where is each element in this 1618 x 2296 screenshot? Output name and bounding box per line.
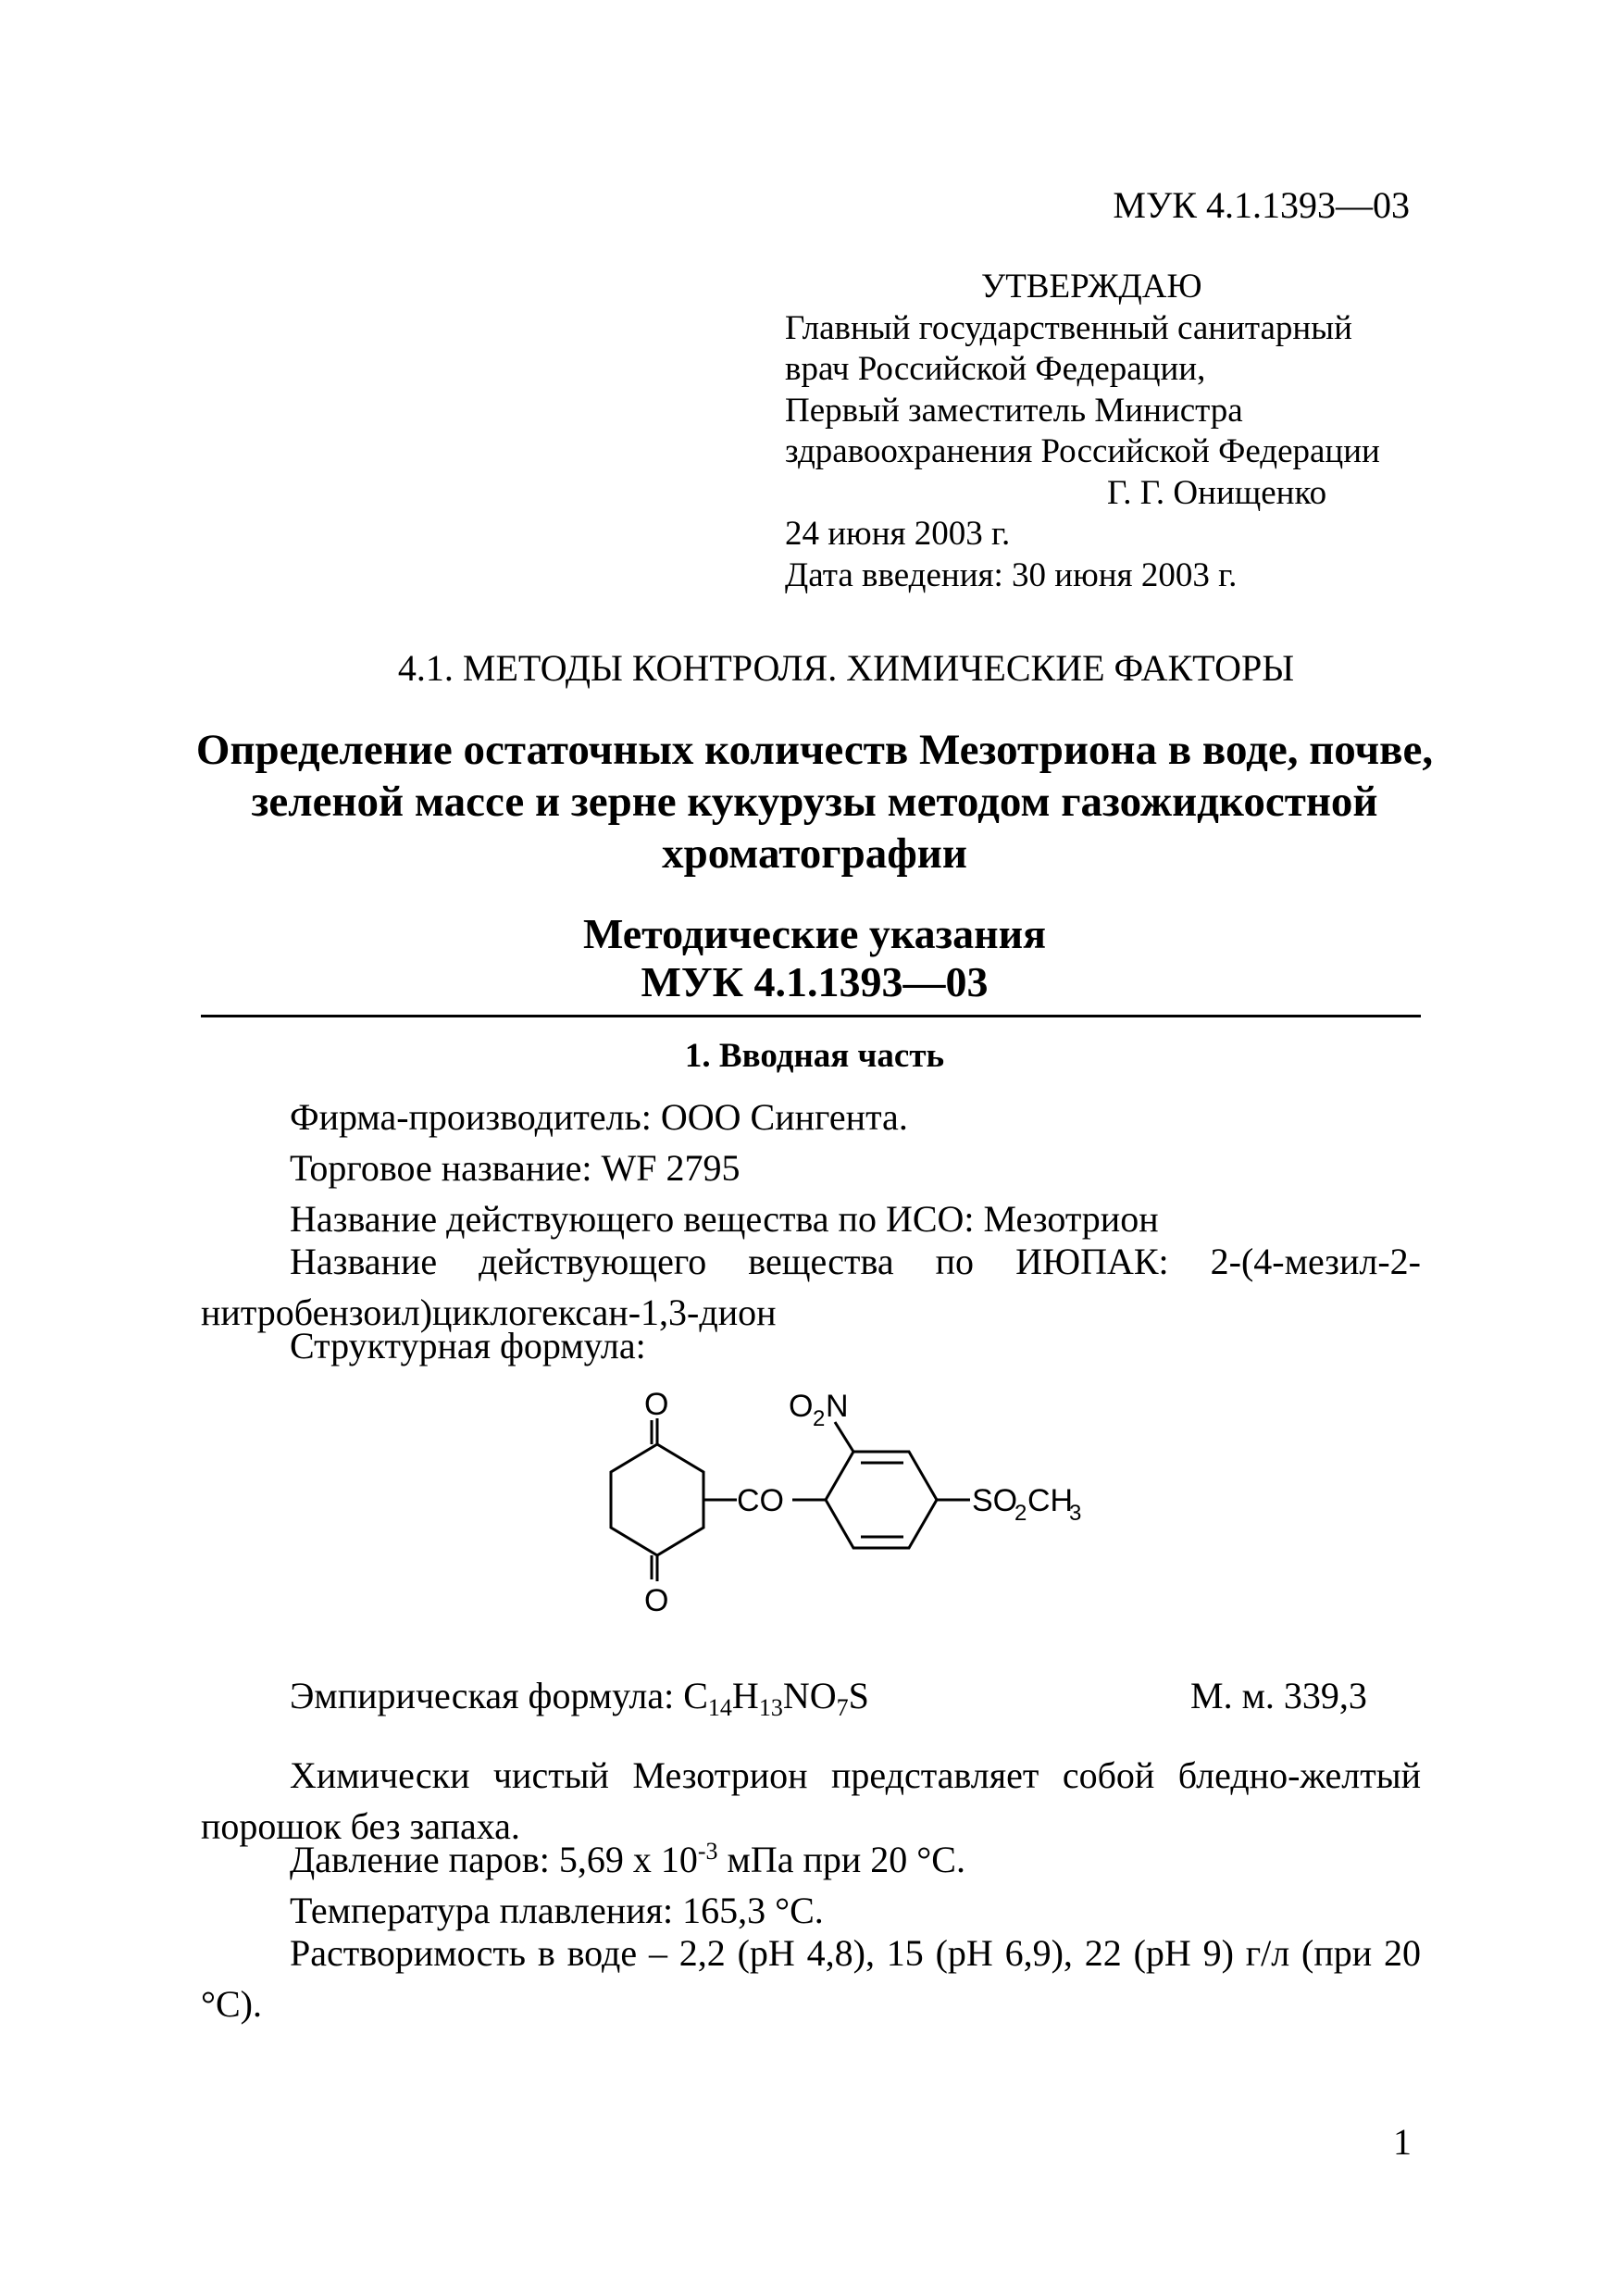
approval-date: 24 июня 2003 г. [785, 515, 1011, 553]
formula-h-count: 13 [758, 1694, 783, 1721]
approval-heading: УТВЕРЖДАЮ [981, 268, 1202, 306]
approver-name: Г. Г. Онищенко [1107, 473, 1327, 512]
approval-line: Первый заместитель Министра [785, 391, 1243, 430]
formula-c: C [683, 1675, 708, 1716]
ketone-oxygen-top: O [644, 1389, 669, 1422]
structure-label-line [201, 1320, 1421, 1371]
trade-name-text: Торговое название: WF 2795 [290, 1147, 741, 1189]
formula-s: S [848, 1675, 869, 1716]
vapor-pressure-unit: мПа при 20 °С. [717, 1839, 965, 1880]
iso-name-text: Название действующего вещества по ИСО: Мезотрион [290, 1198, 1159, 1240]
effective-date: Дата введения: 30 июня 2003 г. [785, 555, 1238, 594]
empirical-label: Эмпирическая формула: [290, 1675, 684, 1716]
trade-name-line [201, 1142, 1421, 1193]
manufacturer-text: Фирма-производитель: ООО Сингента. [290, 1096, 908, 1138]
melting-point-text: Температура плавления: 165,3 °С. [290, 1890, 824, 1931]
formula-o-count: 7 [836, 1694, 849, 1721]
vapor-pressure-exponent: -3 [697, 1838, 718, 1865]
structural-formula-diagram [546, 1389, 1083, 1648]
document-code-header: МУК 4.1.1393—03 [1113, 184, 1410, 226]
subtitle-code: МУК 4.1.1393—03 [641, 958, 989, 1005]
page-number: 1 [1393, 2121, 1412, 2163]
approval-line: здравоохранения Российской Федерации [785, 432, 1380, 470]
document-title: Определение остаточных количеств Мезотриона в воде, почве, зеленой массе и зерне кукурузы методом газожидкостной хроматографии [195, 726, 1434, 878]
structure-label: Структурная формула: [290, 1325, 646, 1366]
formula-c-count: 14 [707, 1694, 732, 1721]
formula-h: H [731, 1675, 759, 1716]
vapor-pressure-line [201, 1834, 1421, 1885]
section-heading: 4.1. МЕТОДЫ КОНТРОЛЯ. ХИМИЧЕСКИЕ ФАКТОРЫ [397, 647, 1295, 689]
subtitle-line: Методические указания [582, 910, 1047, 957]
approval-line: Главный государственный санитарный [785, 308, 1352, 347]
description-text: Химически чистый Мезотрион представляет собой бледно-желтый порошок без запаха. [201, 1754, 1421, 1847]
methyl-subscript: 3 [1069, 1501, 1082, 1526]
empirical-formula-line [290, 1674, 869, 1721]
intro-heading: 1. Вводная часть [684, 1037, 945, 1075]
carbonyl-label: CO [737, 1483, 784, 1518]
methyl-ch-label: CH [1027, 1483, 1074, 1518]
horizontal-rule [201, 1015, 1421, 1017]
molar-mass: М. м. 339,3 [1190, 1675, 1367, 1716]
vapor-pressure-text: Давление паров: 5,69 х 10 [290, 1839, 698, 1880]
iupac-name-text: Название действующего вещества по ИЮПАК: 2-(4-мезил-2-нитробензоил)циклогексан-1,3-дион [201, 1241, 1421, 1333]
ketone-oxygen-bottom: O [644, 1583, 669, 1618]
formula-no: NO [782, 1675, 837, 1716]
sulfonyl-so-label: SO [972, 1483, 1018, 1518]
approval-line: врач Российской Федерации, [785, 350, 1206, 388]
nitro-o-label: O [789, 1389, 814, 1424]
nitro-subscript: 2 [813, 1406, 826, 1431]
solubility-paragraph [201, 1928, 1421, 2029]
sulfonyl-subscript: 2 [1014, 1501, 1027, 1526]
nitro-n-label: N [826, 1389, 849, 1424]
approval-block [785, 267, 1380, 596]
solubility-text: Растворимость в воде – 2,2 (рН 4,8), 15 (рН 6,9), 22 (рН 9) г/л (при 20 °С). [201, 1932, 1421, 2025]
document-subtitle [167, 910, 1462, 1006]
manufacturer-line [201, 1092, 1421, 1142]
